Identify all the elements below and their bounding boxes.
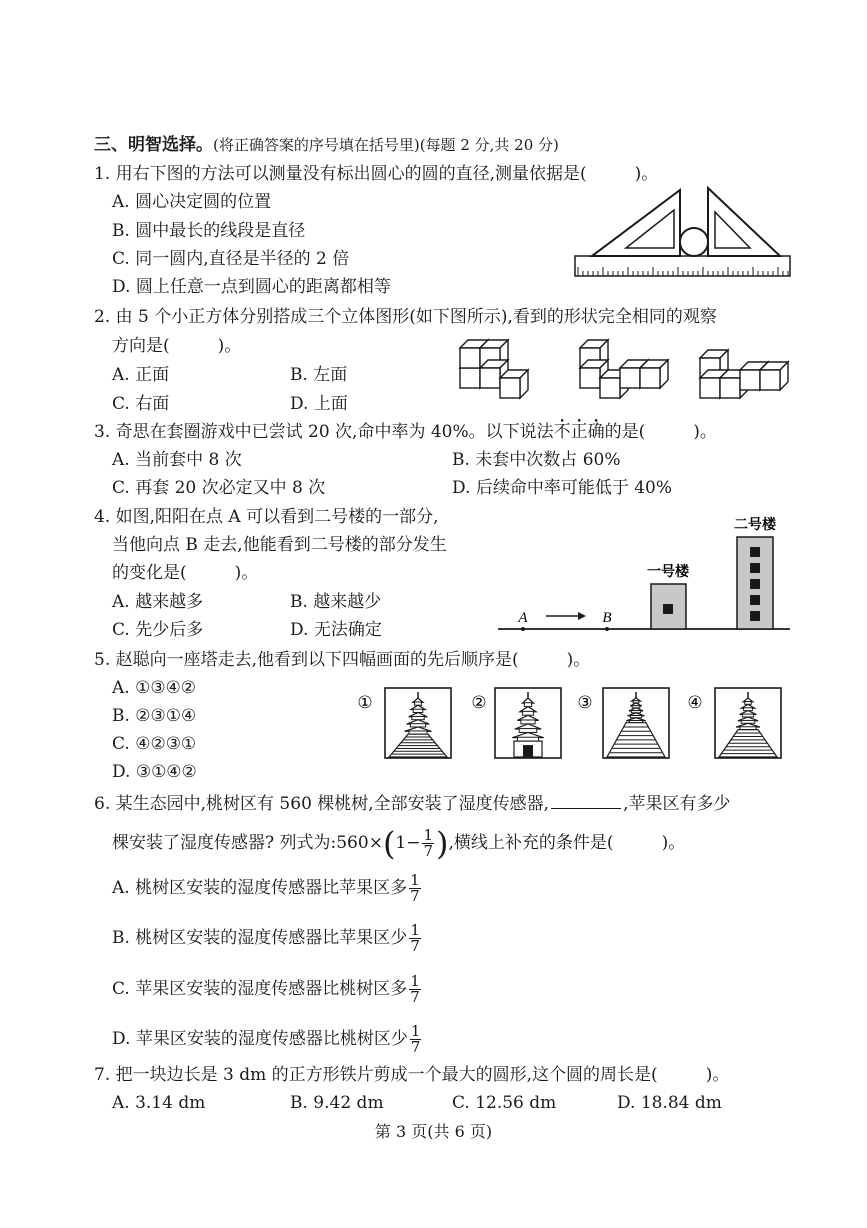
cube [500,370,528,398]
q6-option-a-fraction [409,873,421,904]
q5-option-d: D. ③①④② [112,762,197,782]
q2-stem: 2. 由 5 个小正方体分别搭成三个立体图形(如下图所示),看到的形状完全相同的观察 [94,307,717,327]
q6-option-c [112,974,423,1005]
q2-option-a: A. 正面 [112,365,170,385]
q7-stem [94,1064,729,1086]
q7-option-d: D. 18.84 dm [617,1093,722,1113]
q6-option-d-text: D. 苹果区安装的湿度传感器比桃树区少 [112,1029,408,1049]
q1-stem-text: 1. 用右下图的方法可以测量没有标出圆心的圆的直径,测量依据是( [94,164,587,184]
q5-stem [94,649,590,671]
q3-stem-end: )。 [693,422,717,442]
building-two-window [750,563,760,573]
q6-stem-end: )。 [661,833,686,853]
fraction-denominator: 7 [410,1038,421,1056]
q1-option-c: C. 同一圆内,直径是半径的 2 倍 [112,249,350,269]
q4-stem-end: )。 [234,563,259,583]
q5-option-c: C. ④②③① [112,734,197,754]
q1-ruler-figure [574,182,792,280]
q6-line1-text: 6. 某生态园中,桃树区有 560 棵桃树,全部安装了湿度传感器, [94,794,550,814]
tower-picture-3 [577,688,669,758]
q6-option-b [112,923,423,954]
tower-picture-number: ① [357,693,373,713]
set-square-right [708,188,780,256]
tower-picture-2 [471,688,561,758]
fraction-denominator: 7 [410,988,420,1006]
circle-measured [680,228,708,256]
q2-option-d: D. 上面 [290,394,348,414]
q1-option-b: B. 圆中最长的线段是直径 [112,221,306,241]
q7-stem-end: )。 [705,1065,730,1085]
q6-line1-end: ,苹果区有多少 [623,794,731,814]
q6-paren-close: ) [436,824,449,863]
q4-option-a: A. 越来越多 [112,592,204,612]
q6-option-b-text: B. 桃树区安装的湿度传感器比苹果区少 [112,928,408,948]
q4-option-b: B. 越来越少 [290,592,382,612]
set-square-left [592,190,680,256]
q4-option-d: D. 无法确定 [290,620,382,640]
building-one-window [663,604,673,614]
q3-option-b: B. 未套中次数占 60% [452,450,621,470]
q7-option-c: C. 12.56 dm [452,1093,557,1113]
q4-line-2: 当他向点 B 走去,他能看到二号楼的部分发生 [112,535,447,555]
building-two-window [750,547,760,557]
stairs [514,741,542,757]
q6-option-a-text: A. 桃树区安装的湿度传感器比苹果区多 [112,878,408,898]
fraction-numerator: 1 [410,871,420,889]
q6-expression: 1− [395,833,421,853]
tower-picture-1 [357,688,451,758]
q3-emphasis-1: 不 [553,422,571,442]
q7-option-b: B. 9.42 dm [290,1093,384,1113]
q6-option-c-fraction [409,974,421,1005]
q2-stem-end: )。 [217,336,242,356]
q6-option-d [112,1024,423,1055]
fraction-denominator: 7 [423,842,434,860]
q6-option-d-fraction [410,1024,422,1055]
q4-line-3 [112,562,258,584]
q5-option-a: A. ①③④② [112,678,197,698]
q6-option-b-fraction [409,923,421,954]
point-a-label: A [518,610,528,626]
building-one-label: 一号楼 [647,563,689,579]
walk-arrow-head [578,612,586,620]
cube [640,360,668,388]
q5-stem-text: 5. 赵聪向一座塔走去,他看到以下四幅画面的先后顺序是( [94,650,519,670]
q7-option-a: A. 3.14 dm [112,1093,206,1113]
q6-line2-text-b: ,横线上补充的条件是( [448,833,614,853]
q3-stem [94,421,717,443]
q3-option-c: C. 再套 20 次必定又中 8 次 [112,478,326,498]
q2-option-c: C. 右面 [112,394,170,414]
tower-picture-number: ② [471,693,487,713]
point-b-dot [605,627,609,631]
q2-stem-2 [112,335,241,357]
fraction-denominator: 7 [410,887,420,905]
fraction-numerator: 1 [410,921,420,939]
building-two-window [750,579,760,589]
tower-picture-number: ④ [687,693,703,713]
section-header [94,134,559,156]
q6-line-1 [94,793,731,815]
fraction-numerator: 1 [410,972,420,990]
q6-option-c-text: C. 苹果区安装的湿度传感器比桃树区多 [112,979,408,999]
q2-stem2-text: 方向是( [112,336,170,356]
q3-stem-text-b: 的是( [604,422,646,442]
q2-option-b: B. 左面 [290,365,348,385]
q3-stem-text: 3. 奇思在套圈游戏中已尝试 20 次,命中率为 40%。以下说法 [94,422,554,442]
building-two-label: 二号楼 [734,516,776,532]
page-footer: 第 3 页(共 6 页) [374,1122,493,1141]
q4-option-c: C. 先少后多 [112,620,204,640]
q6-condition-blank[interactable] [551,794,621,809]
q7-stem-text: 7. 把一块边长是 3 dm 的正方形铁片剪成一个最大的圆形,这个圆的周长是( [94,1065,658,1085]
q4-line3-text: 的变化是( [112,563,187,583]
building-two-window [750,611,760,621]
q5-stem-end: )。 [566,650,591,670]
q4-line-1: 4. 如图,阳阳在点 A 可以看到二号楼的一部分, [94,507,439,527]
q4-buildings-figure [496,512,792,634]
q3-emphasis-2: 正 [570,422,588,442]
section-title: 三、明智选择。 [94,135,213,155]
fraction-numerator: 1 [423,826,434,844]
q3-option-d: D. 后续命中率可能低于 40% [452,478,673,498]
q5-tower-pictures [355,682,815,764]
cube-figure-3 [700,350,788,398]
section-note: (将正确答案的序号填在括号里)(每题 2 分,共 20 分) [213,136,559,154]
q6-option-a [112,873,423,904]
cube-figure-2 [580,340,668,398]
q6-line2-text: 棵安装了湿度传感器? 列式为:560× [112,833,383,853]
q5-option-b: B. ②③①④ [112,706,197,726]
q1-option-d: D. 圆上任意一点到圆心的距离都相等 [112,277,391,297]
q6-line-2 [112,824,686,863]
q2-cube-figures [450,330,800,410]
q1-option-a: A. 圆心决定圆的位置 [112,192,272,212]
q3-option-a: A. 当前套中 8 次 [112,450,242,470]
q1-stem-end: )。 [634,164,659,184]
q6-fraction [422,828,434,859]
tower-picture-4 [687,688,781,758]
point-b-label: B [602,610,612,626]
cube-figure-1 [460,340,528,398]
q3-emphasis-3: 确 [587,422,605,442]
tower-picture-number: ③ [577,693,593,713]
fraction-denominator: 7 [410,937,420,955]
cube [760,362,788,390]
point-a-dot [521,627,525,631]
building-two-window [750,595,760,605]
q6-paren-open: ( [382,824,396,863]
fraction-numerator: 1 [410,1022,421,1040]
